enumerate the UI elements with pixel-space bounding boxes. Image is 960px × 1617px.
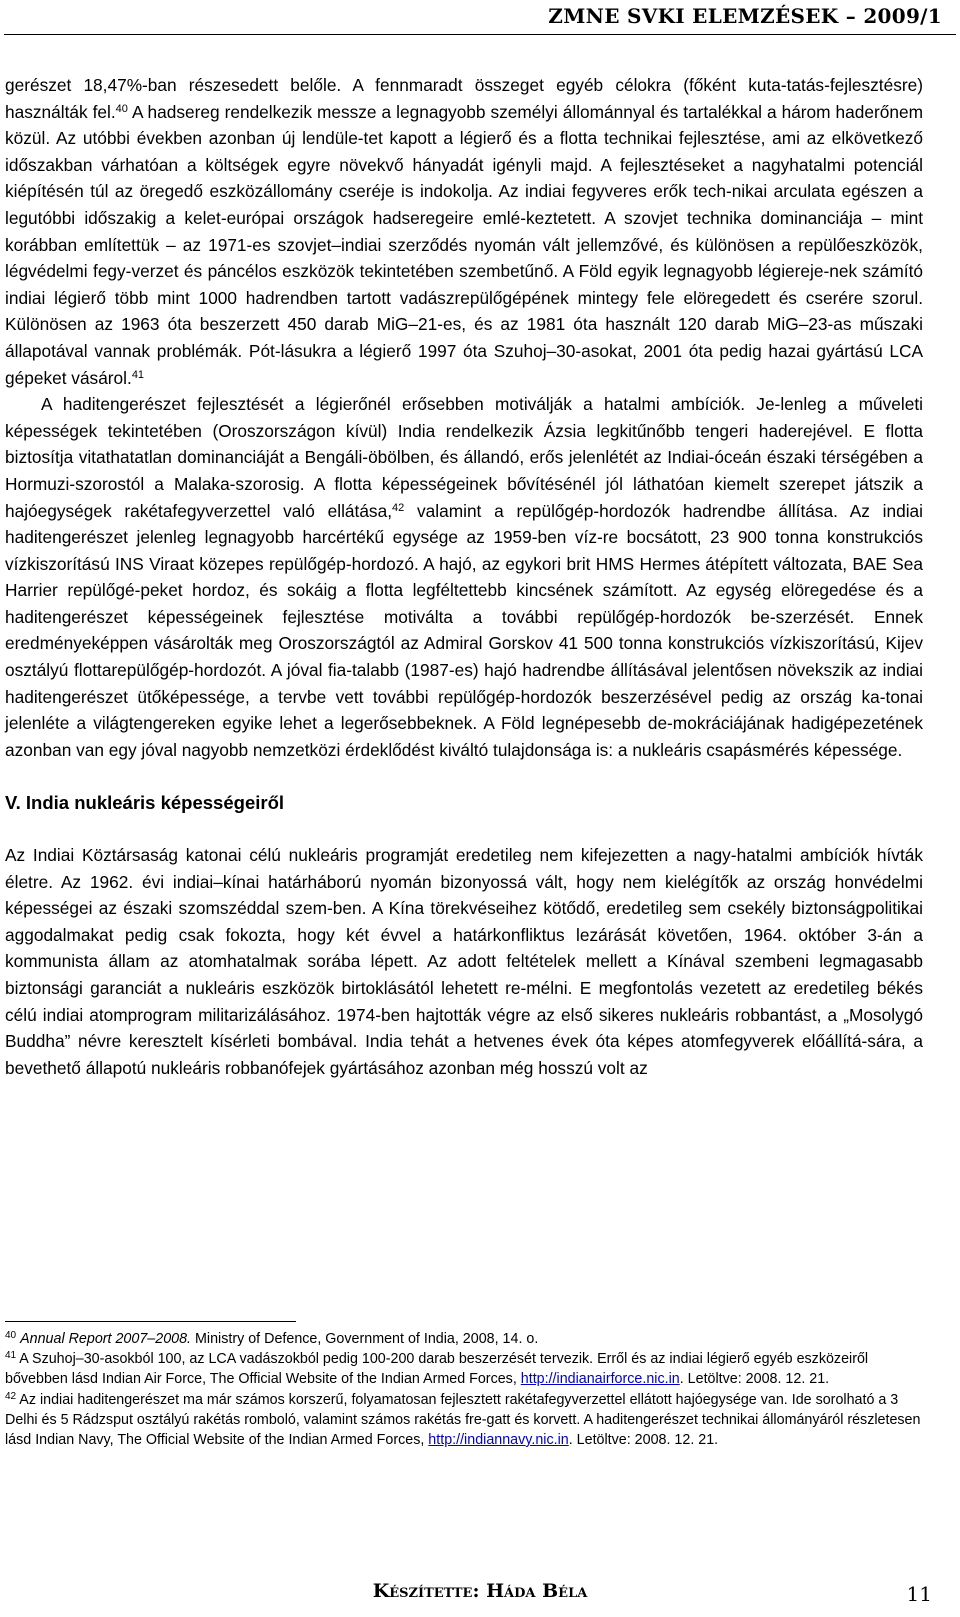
footnote-41-text: A Szuhoj–30-asokból 100, az LCA vadászokból pedig 100-200 darab beszerzését tervezik. Erről és az indiai légierő egyéb eszközeiről bővebben lásd Indian Air Force, The Official Website of the Indian Armed Forces,: [5, 1351, 869, 1388]
paragraph-1: [5, 72, 923, 391]
footnote-42-date: . Letöltve: 2008. 12. 21.: [568, 1432, 719, 1449]
footnote-41-link[interactable]: http://indianairforce.nic.in: [520, 1371, 680, 1388]
footnote-41: [5, 1349, 923, 1389]
footnote-ref-40[interactable]: 40: [115, 102, 128, 115]
paragraph-2: [5, 391, 923, 763]
paragraph-1-part-a: gerészet 18,47%-ban részesedett belőle. A fennmaradt összeget egyéb célokra (főként kuta-tatás-fejlesztésre) használták fel.: [5, 75, 923, 122]
footnote-ref-42[interactable]: 42: [392, 501, 405, 514]
footnote-40: [5, 1329, 923, 1349]
paragraph-2-part-b: valamint a repülőgép-hordozók hadrendbe állítása. Az indiai haditengerészet jelenleg legnagyobb harcértékű egysége az 1959-ben víz-re bocsátott, 23 900 tonna konstrukciós vízkiszorítású INS Viraat közepes repülőgép-hordozó. A hajó, az egykori brit HMS Hermes átépített változata, BAE Sea Harrier repülőgé-peket hordoz, és sokáig a flotta legféltettebb kincsének számított. Az egység elöregedése és a haditengerészet képességeinek fejlesztése motiválta a további repülőgép-hordozók be-szerzését. Ennek eredményeképpen vásárolták meg Oroszországtól az Admiral Gorskov 41 500 tonna konstrukciós vízkiszorítású, Kijev osztályú flottarepülőgép-hordozót. A jóval fia-talabb (1987-es) hajó hadrendbe állításával jelentősen növekszik az indiai haditengerészet ütőképessége, a tervbe vett további repülőgép-hordozók beszerzésével pedig az ország ka-tonai jelenléte a világtengereken egyike lehet a legerősebbeknek. A Föld legnépesebb de-mokráciájának hadigépezetének azonban van egy jóval nagyobb nemzetközi érdeklődést kiváltó tulajdonsága is: a nukleáris csapásmérés képessége.: [5, 500, 923, 760]
body-text: [5, 72, 923, 1081]
footnote-40-title: Annual Report 2007–2008.: [20, 1331, 192, 1347]
footnote-number: 41: [5, 1350, 17, 1362]
page-number: 11: [906, 1582, 932, 1606]
header-rule: [4, 34, 956, 35]
running-header: ZMNE SVKI ELEMZÉSEK – 2009/1: [548, 4, 942, 28]
footnote-40-text: Ministry of Defence, Government of India, 2008, 14. o.: [191, 1331, 539, 1347]
paragraph-1-part-b: A hadsereg rendelkezik messze a legnagyobb személyi állománnyal és tartalékkal a három haderőnem közül. Az utóbbi években azonban új lendüle-tet kapott a légierő és a flotta technikai fejlesztése, ami az elkövetkező időszakban várhatóan a költségek egyre növekvő hányadát igényli majd. A fejlesztéseket a nagyhatalmi potenciál kiépítésén túl az öregedő eszközállomány cseréje is indokolja. Az indiai fegyveres erők tech-nikai arculata egészen a legutóbbi időszakig a kelet-európai országok hadseregeire emlé-keztetett. A szovjet technika dominanciája – mint korábban említettük – az 1971-es szovjet–indiai szerződés nyomán vált jellemzővé, és különösen a repülőeszközök, légvédelmi fegy-verzet és páncélos eszközök tekintetében szembetűnő. A Föld egyik legnagyobb légiereje-nek számító indiai légierő több mint 1000 hadrendben tartott vadászrepülőgépének mintegy fele elöregedett és cserére szorul. Különösen az 1963 óta beszerzett 450 darab MiG–21-es, és az 1981 óta használt 120 darab MiG–23-as műszaki állapotával vannak problémák. Pót-lásukra a légierő 1997 óta Szuhoj–30-asokat, 2001 óta pedig hazai gyártású LCA gépeket vásárol.: [5, 101, 923, 388]
footnote-number: 42: [5, 1390, 17, 1402]
paragraph-2-part-a: A haditengerészet fejlesztését a légierőnél erősebben motiválják a hatalmi ambíciók. Je-lenleg a műveleti képességek tekintetében (Oroszországon kívül) India rendelkezik Ázsia legkitűnőbb tengeri haderejével. E flotta biztosítja vitathatatlan dominanciáját a Bengáli-öbölben, és állandó, erős jelenlétét az Indiai-óceán északi térségében a Hormuzi-szorostól a Malaka-szorosig. A flotta képességeinek bővítésénél jól láthatóan kiemelt szerepet játszik a hajóegységek rakétafegyverzettel való ellátása,: [5, 394, 923, 521]
footnote-separator: [5, 1321, 296, 1322]
paragraph-3: Az Indiai Köztársaság katonai célú nukleáris programját eredetileg nem kifejezetten a nagy-hatalmi ambíciók hívták életre. Az 1962. évi indiai–kínai határháború nyomán bizonyossá vált, hogy nem kielégítők az ország honvédelmi képességei az északi szomszéddal szem-ben. A Kína törekvéseihez kötődő, eredetileg sem csekély biztonságpolitikai aggodalmakat pedig csak fokozta, hogy két évvel a határkonfliktus lezárását követően, 1964. október 3-án a kommunista állam az atomhatalmak sorába lépett. Az adott feltételek mellett a Kínával szembeni legmagasabb biztonsági garanciát a nukleáris eszközök birtoklásától lehetett re-mélni. E megfontolás vezetett az eredetileg békés célú indiai atomprogram militarizálásához. 1974-ben hajtották végre az első sikeres nukleáris robbantást, a „Mosolygó Buddha” névre keresztelt kísérleti bombával. India tehát a hetvenes évek óta képes atomfegyverek előállítá-sára, a bevethető állapotú nukleáris robbanófejek gyártásához azonban még hosszú volt az: [5, 845, 923, 1078]
section-title: V. India nukleáris képességeiről: [5, 792, 285, 814]
footnote-42-link[interactable]: http://indiannavy.nic.in: [428, 1432, 569, 1449]
footnote-number: 40: [5, 1330, 17, 1341]
footnote-ref-41[interactable]: 41: [131, 368, 145, 381]
footnote-41-date: . Letöltve: 2008. 12. 21.: [679, 1371, 830, 1388]
footnote-42-text: Az indiai haditengerészet ma már számos korszerű, folyamatosan fejlesztett rakétafegyverzettel ellátott hajóegysége van. Ide sorolható a 3 Delhi és 5 Rádzsput osztályú rakétás romboló, valamint számos rakétás fre-gatt és korvett. A haditengerészet technikai állományáról részletesen lásd Indian Navy, The Official Website of the Indian Armed Forces,: [5, 1391, 921, 1449]
footer-credit: Készítette: Háda Béla: [372, 1580, 588, 1602]
footnotes: [5, 1329, 923, 1450]
footnote-42: [5, 1390, 923, 1451]
